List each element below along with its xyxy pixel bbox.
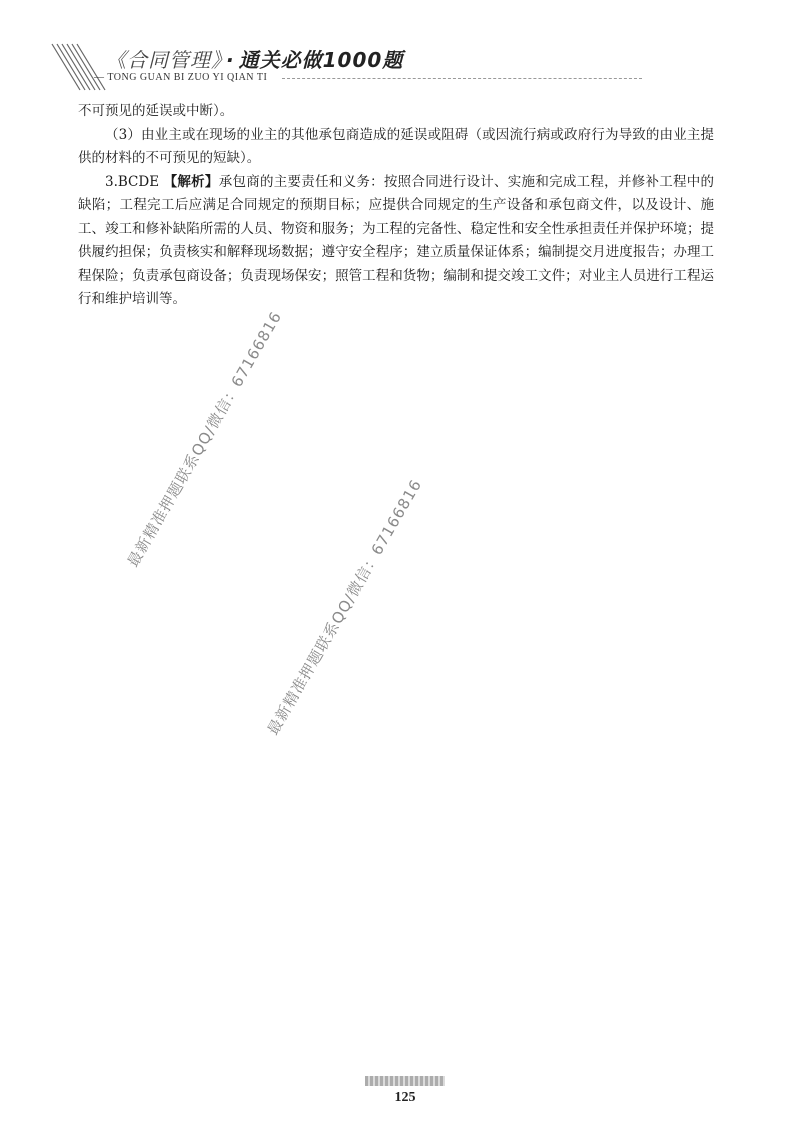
book-title: 《合同管理》 [106,48,222,72]
page-number: 125 [394,1090,416,1105]
footer-decoration [365,1076,445,1086]
title-separator: · [226,48,235,72]
running-header [50,30,750,90]
watermark: 最新精准押题联系QQ/微信：67166816 [123,308,286,570]
header-title [106,44,403,73]
watermark: 最新精准押题联系QQ/微信：67166816 [263,476,426,738]
answer-key: 3.BCDE [105,173,160,190]
header-stripes-decoration [50,42,110,92]
analysis-text: 承包商的主要责任和义务：按照合同进行设计、实施和完成工程，并修补工程中的缺陷；工程完工后应满足合同规定的预期目标；应提供合同规定的生产设备和承包商文件，以及设计、施工、竣工和修补缺陷所需的人员、物资和服务；为工程的完备性、稳定性和安全性承担责任并保护环境；提供履约担保；负责核实和解释现场数据；遵守安全程序；建立质量保证体系；编制提交月进度报告；办理工程保险；负责承包商设备；负责现场保安；照管工程和货物；编制和提交竣工文件；对业主人员进行工程运行和维护培训等。 [78,173,715,307]
paragraph: （3）由业主或在现场的业主的其他承包商造成的延误或阻碍（或因流行病或政府行为导致的由业主提供的材料的不可预见的短缺）。 [78,126,714,166]
answer-paragraph [78,171,714,312]
page-body [78,100,714,312]
header-pinyin-subtitle: — TONG GUAN BI ZUO YI QIAN TI [94,72,268,83]
header-rule [282,78,642,79]
paragraph: 不可预见的延误或中断）。 [78,103,234,119]
analysis-tag: 【解析】 [163,173,219,190]
series-title: 通关必做1000题 [238,48,404,72]
